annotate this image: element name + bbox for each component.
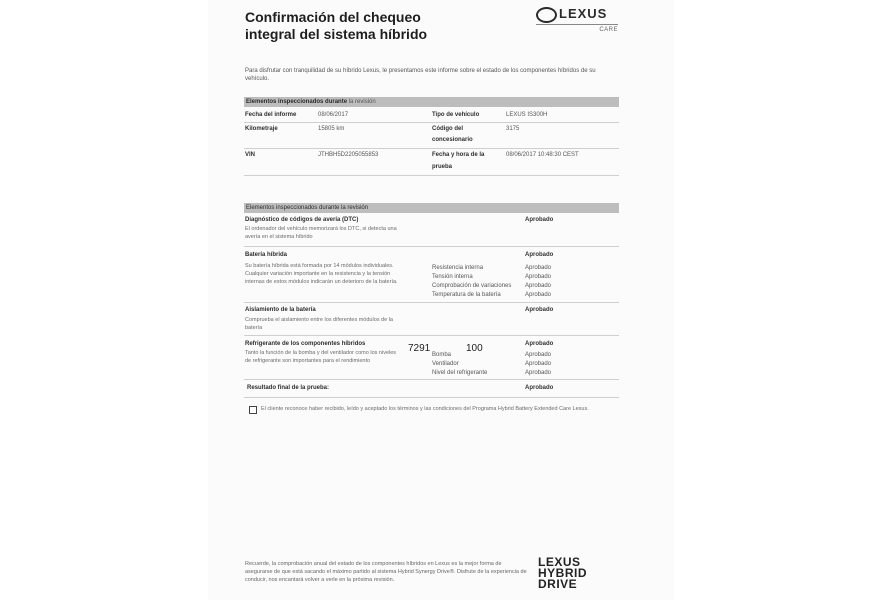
lexus-care-logo	[536, 6, 620, 38]
battery-result-2: Aprobado	[525, 274, 552, 280]
battery-desc-1: Su batería híbrida está formada por 14 módulos individuales.	[245, 263, 394, 269]
cooling-result-3: Aprobado	[525, 370, 552, 376]
vehicle-type-value: LEXUS IS300H	[506, 112, 548, 118]
cooling-title: Refrigerante de los componentes híbridos	[245, 341, 366, 347]
brand-sub: CARE	[599, 27, 618, 33]
title-line-2: integral del sistema híbrido	[245, 26, 428, 42]
row-divider	[244, 175, 619, 176]
logo-divider	[536, 24, 618, 25]
final-result-label: Resultado final de la prueba:	[247, 385, 330, 391]
lexus-hybrid-drive-logo	[538, 557, 618, 590]
row-divider	[244, 122, 619, 123]
row-divider	[244, 379, 619, 380]
vehicle-type-label: Tipo de vehículo	[432, 112, 480, 118]
row-divider	[244, 335, 619, 336]
overlay-number-b: 100	[466, 343, 483, 354]
row-divider	[244, 148, 619, 149]
dtc-title: Diagnóstico de códigos de avería (DTC)	[245, 217, 359, 223]
hd-logo-line-3: DRIVE	[538, 577, 578, 591]
insulation-desc-2: batería	[245, 325, 263, 331]
final-result-status: Aprobado	[525, 385, 554, 391]
brand-name: LEXUS	[559, 6, 608, 21]
battery-check-1: Resistencia interna	[432, 265, 484, 271]
footer-text: Recuerde, la comprobación anual del estado de los componentes híbridos en Lexus es la mejor forma de asegurarse de que está sacando el máximo partido al sistema Hybrid Synergy Drive®. Disfrute de la experiencia de conducir, nos encantará volver a verle en la próxima revisión.	[245, 561, 527, 583]
consent-checkbox[interactable]	[249, 406, 257, 414]
battery-desc-2: Cualquier variación importante en la resistencia y la tensión	[245, 271, 391, 277]
battery-check-3: Comprobación de variaciones	[432, 283, 512, 289]
row-divider	[244, 397, 619, 398]
row-divider	[244, 302, 619, 303]
row-divider	[244, 246, 619, 247]
battery-result-4: Aprobado	[525, 292, 552, 298]
mileage-value: 15805 km	[318, 126, 345, 132]
section2-header: Elementos inspeccionados durante la revisión	[244, 203, 619, 213]
insulation-status: Aprobado	[525, 307, 554, 313]
report-date-label: Fecha del informe	[245, 112, 297, 118]
battery-result-1: Aprobado	[525, 265, 552, 271]
vin-label: VIN	[245, 152, 256, 158]
hd-logo-line-1: LEXUS	[538, 555, 581, 569]
cooling-check-1: Bomba	[432, 352, 452, 358]
cooling-status: Aprobado	[525, 341, 554, 347]
cooling-result-2: Aprobado	[525, 361, 552, 367]
cooling-desc-1: Tanto la función de la bomba y del ventilador como los niveles	[245, 350, 397, 356]
dealer-code-value: 3175	[506, 126, 520, 132]
section1-band-bold: Elementos inspeccionados durante	[246, 99, 348, 105]
battery-title: Batería híbrida	[245, 252, 288, 258]
vin-value: JTHBH5D2205055853	[318, 152, 379, 158]
report-date-value: 08/06/2017	[318, 112, 349, 118]
document-page	[208, 0, 674, 600]
intro-text: Para disfrutar con tranquilidad de su híbrido Lexus, le presentamos este informe sobre el estado de los componentes híbridos de su vehículo.	[245, 68, 596, 82]
battery-check-2: Tensión interna	[432, 274, 473, 280]
battery-desc-3: internas de estos módulos indicarán un deterioro de la batería.	[245, 279, 398, 285]
battery-status: Aprobado	[525, 252, 554, 258]
dtc-desc-1: El ordenador del vehículo memorizará los DTC, si detecta una	[245, 226, 397, 232]
cooling-check-3: Nivel del refrigerante	[432, 370, 488, 376]
cooling-check-2: Ventilador	[432, 361, 459, 367]
dealer-code-label-2: concesionario	[432, 137, 473, 143]
section1-band-light: la revisión	[348, 99, 376, 105]
consent-text: El cliente reconoce haber recibido, leído y aceptado los términos y las condiciones del Programa Hybrid Battery Extended Care Lexus.	[261, 406, 589, 412]
cooling-desc-2: de refrigerante son importantes para el rendimiento	[245, 358, 371, 364]
insulation-title: Aislamiento de la batería	[245, 307, 316, 313]
mileage-label: Kilometraje	[245, 126, 278, 132]
battery-check-4: Temperatura de la batería	[432, 292, 501, 298]
cooling-result-1: Aprobado	[525, 352, 552, 358]
lexus-emblem-icon	[536, 7, 557, 23]
insulation-desc-1: Comprueba el aislamiento entre los diferentes módulos de la	[245, 317, 393, 323]
hd-logo-line-2: HYBRID	[538, 566, 588, 580]
section1-header	[244, 97, 619, 107]
battery-result-3: Aprobado	[525, 283, 552, 289]
test-datetime-value: 08/06/2017 10:48:30 CEST	[506, 152, 579, 158]
test-datetime-label-1: Fecha y hora de la	[432, 152, 485, 158]
test-datetime-label-2: prueba	[432, 164, 453, 170]
dtc-status: Aprobado	[525, 217, 554, 223]
dealer-code-label-1: Código del	[432, 126, 463, 132]
page-title	[245, 9, 495, 43]
overlay-number-a: 7291	[408, 343, 431, 354]
dtc-desc-2: avería en el sistema híbrido	[245, 234, 313, 240]
title-line-1: Confirmación del chequeo	[245, 9, 421, 25]
